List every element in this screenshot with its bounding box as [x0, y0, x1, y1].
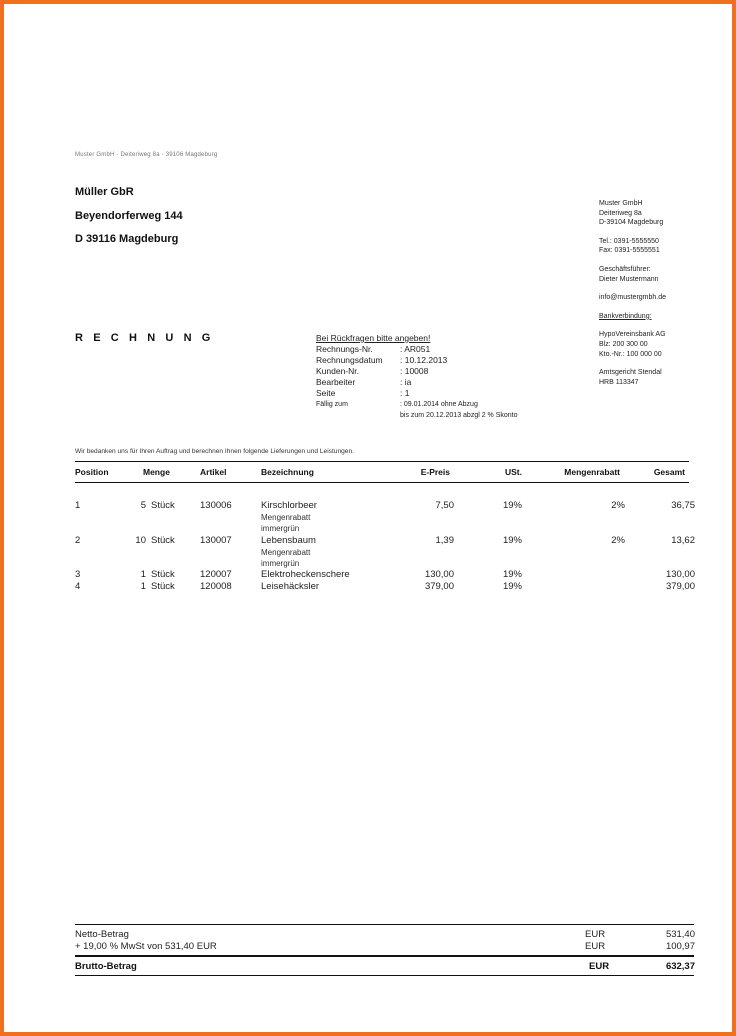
header-ust: USt. — [505, 467, 522, 477]
cell-position: 4 — [75, 581, 81, 592]
cell-position: 3 — [75, 569, 81, 580]
header-artikel: Artikel — [200, 467, 227, 477]
header-position: Position — [75, 467, 109, 477]
cell-article: 120008 — [200, 581, 232, 592]
company-hrb: HRB 113347 — [599, 378, 639, 386]
cell-qty: 5 — [140, 500, 146, 511]
invoice-info — [316, 333, 518, 421]
cell-article: 130006 — [200, 500, 232, 511]
thanks-line: Wir bedanken uns für Ihren Auftrag und berechnen Ihnen folgende Lieferungen und Leistungen. — [75, 448, 354, 455]
cell-subline: immergrün — [261, 559, 300, 568]
header-menge: Menge — [143, 467, 170, 477]
cell-description: Lebensbaum — [261, 535, 316, 546]
cell-subline: immergrün — [261, 524, 300, 533]
recipient-street: Beyendorferweg 144 — [75, 210, 183, 222]
mwst-label: + 19,00 % MwSt von 531,40 EUR — [75, 941, 217, 952]
info-row: Kunden-Nr. : 10008 — [316, 366, 429, 376]
cell-article: 120007 — [200, 569, 232, 580]
info-due-row: Fällig zum : 09.01.2014 ohne Abzug — [316, 401, 478, 408]
company-bank: HypoVereinsbank AG — [599, 331, 666, 339]
cell-article: 130007 — [200, 535, 232, 546]
cell-rabatt: 2% — [611, 500, 625, 511]
company-street: Deiteriweg 8a — [599, 209, 642, 217]
cell-description: Kirschlorbeer — [261, 500, 317, 511]
table-header-rule — [75, 482, 689, 483]
company-manager: Dieter Mustermann — [599, 275, 659, 283]
header-bezeichnung: Bezeichnung — [261, 467, 314, 477]
brutto-currency: EUR — [589, 961, 610, 972]
brutto-value: 632,37 — [665, 961, 695, 972]
info-heading: Bei Rückfragen bitte angeben! — [316, 333, 431, 343]
cell-total: 36,75 — [671, 500, 695, 511]
cell-price: 1,39 — [435, 535, 454, 546]
recipient-city: D 39116 Magdeburg — [75, 233, 179, 245]
cell-total: 379,00 — [665, 581, 695, 592]
cell-description: Elektroheckenschere — [261, 569, 350, 580]
cell-rabatt: 2% — [611, 535, 625, 546]
cell-ust: 19% — [502, 500, 522, 511]
cell-position: 1 — [75, 500, 81, 511]
netto-currency: EUR — [585, 929, 606, 940]
cell-price: 130,00 — [424, 569, 454, 580]
netto-label: Netto-Betrag — [75, 929, 129, 940]
cell-ust: 19% — [502, 535, 522, 546]
cell-total: 13,62 — [671, 535, 695, 546]
header-epreis: E-Preis — [420, 467, 450, 477]
company-tel: Tel.: 0391-5555550 — [599, 237, 659, 245]
info-row: Rechnungsdatum : 10.12.2013 — [316, 355, 448, 365]
cell-qty: 1 — [140, 581, 146, 592]
cell-position: 2 — [75, 535, 81, 546]
company-name: Muster GmbH — [599, 200, 643, 207]
netto-value: 531,40 — [665, 929, 695, 940]
company-kto: Kto.-Nr.: 100 000 00 — [599, 350, 662, 358]
company-block — [599, 199, 666, 387]
recipient-name: Müller GbR — [75, 186, 134, 198]
mwst-value: 100,97 — [665, 941, 695, 952]
document-title: R E C H N U N G — [75, 332, 214, 344]
company-fax: Fax: 0391-5555551 — [599, 247, 660, 255]
info-row: Seite : 1 — [316, 388, 410, 398]
cell-total: 130,00 — [665, 569, 695, 580]
company-blz: Blz: 200 300 00 — [599, 340, 648, 348]
info-row: Bearbeiter : ia — [316, 377, 412, 387]
company-city: D-39104 Magdeburg — [599, 219, 664, 227]
header-rabatt: Mengenrabatt — [564, 467, 620, 477]
cell-subline: Mengenrabatt — [261, 548, 311, 557]
info-skonto-row: bis zum 20.12.2013 abzgl 2 % Skonto — [400, 412, 518, 419]
cell-unit: Stück — [151, 569, 175, 580]
cell-qty: 1 — [140, 569, 146, 580]
cell-ust: 19% — [502, 581, 522, 592]
company-manager-label: Geschäftsführer: — [599, 265, 651, 273]
header-gesamt: Gesamt — [653, 467, 685, 477]
brutto-label: Brutto-Betrag — [75, 961, 137, 972]
cell-price: 7,50 — [435, 500, 454, 511]
cell-ust: 19% — [502, 569, 522, 580]
cell-unit: Stück — [151, 500, 175, 511]
mwst-currency: EUR — [585, 941, 606, 952]
company-court: Amtsgericht Stendal — [599, 369, 662, 377]
table-top-rule — [75, 461, 689, 462]
sender-line: Muster GmbH · Deiteriweg 8a · 39106 Magdeburg — [75, 152, 218, 158]
company-email: info@mustergmbh.de — [599, 294, 667, 302]
cell-unit: Stück — [151, 581, 175, 592]
cell-qty: 10 — [135, 535, 146, 546]
totals-bottom-rule — [75, 975, 694, 976]
cell-subline: Mengenrabatt — [261, 513, 311, 522]
info-row: Rechnungs-Nr. : AR051 — [316, 344, 431, 354]
cell-unit: Stück — [151, 535, 175, 546]
cell-price: 379,00 — [424, 581, 454, 592]
cell-description: Leisehäcksler — [261, 581, 320, 592]
totals-top-rule — [75, 924, 694, 925]
totals-mid-rule — [75, 955, 694, 957]
company-bank-label: Bankverbindung: — [599, 312, 652, 320]
